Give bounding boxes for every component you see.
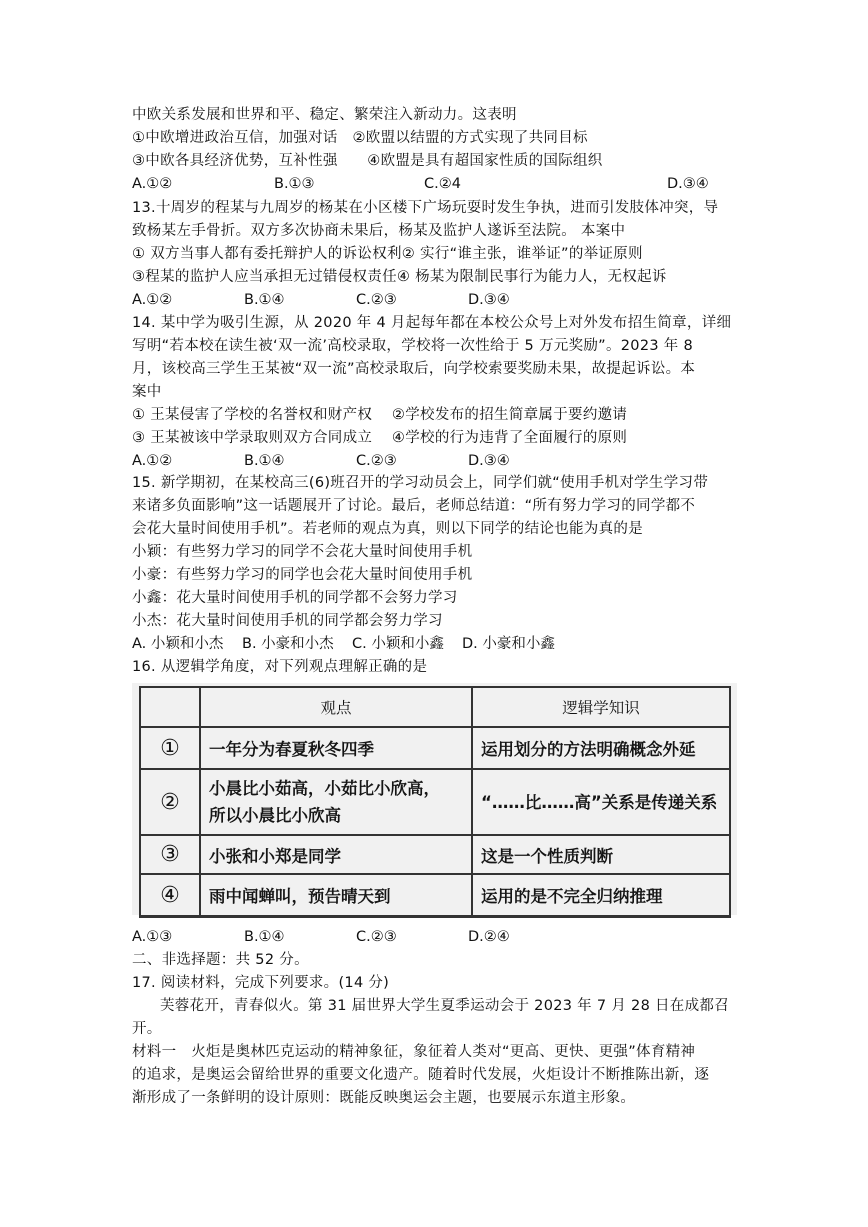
option-d: D. 小豪和小鑫 xyxy=(462,636,555,652)
option-a: A.①③ xyxy=(132,929,173,945)
option-d: D.③④ xyxy=(468,292,510,308)
row-view: 小张和小郑是同学 xyxy=(200,835,472,874)
q14-statement-line: ① 王某侵害了学校的名誉权和财产权 ②学校发布的招生简章属于要约邀请 xyxy=(132,407,628,423)
q13-stem-line: 13.十周岁的程某与九周岁的杨某在小区楼下广场玩耍时发生争执，进而引发肢体冲突，导 xyxy=(132,200,719,216)
q14-options xyxy=(132,450,738,472)
option-c: C.②4 xyxy=(424,176,461,192)
q17-intro-line: 芙蓉花开，青春似火。第 31 届世界大学生夏季运动会于 2023 年 7 月 28 日在成都召 xyxy=(160,998,729,1014)
row-view xyxy=(200,769,472,835)
q13-statement-line: ③程某的监护人应当承担无过错侵权责任④ 杨某为限制民事行为能力人，无权起诉 xyxy=(132,269,667,285)
q17-material-line: 材料一 火炬是奥林匹克运动的精神象征，象征着人类对“更高、更快、更强”体育精神 xyxy=(132,1044,696,1060)
q12-statement-line: ③中欧各具经济优势，互补性强 ④欧盟是具有超国家性质的国际组织 xyxy=(132,153,603,169)
option-a: A.①② xyxy=(132,292,173,308)
q15-stem-line: 15. 新学期初，在某校高三(6)班召开的学习动员会上，同学们就“使用手机对学生学习带 xyxy=(132,475,709,491)
logic-table-image xyxy=(132,683,737,915)
option-b: B. 小豪和小杰 xyxy=(242,636,334,652)
option-d: D.③④ xyxy=(667,176,709,192)
q14-stem-line: 月，该校高三学生王某被“双一流”高校录取后，向学校索要奖励未果，故提起诉讼。本 xyxy=(132,361,696,377)
q14-stem-line: 案中 xyxy=(132,384,162,400)
row-knowledge: 这是一个性质判断 xyxy=(472,835,730,874)
option-c: C.②③ xyxy=(356,292,397,308)
q14-statement-line: ③ 王某被该中学录取则双方合同成立 ④学校的行为违背了全面履行的原则 xyxy=(132,430,628,446)
q17-material-line: 渐形成了一条鲜明的设计原则：既能反映奥运会主题，也要展示东道主形象。 xyxy=(132,1090,636,1106)
q15-options xyxy=(132,633,738,655)
q16-options xyxy=(132,926,738,948)
table-row xyxy=(140,727,730,769)
table-row xyxy=(140,769,730,835)
q13-stem-line: 致杨某左手骨折。双方多次协商未果后，杨某及监护人遂诉至法院。 本案中 xyxy=(132,223,626,239)
option-d: D.②④ xyxy=(468,929,510,945)
option-a: A. 小颖和小杰 xyxy=(132,636,224,652)
q14-stem-line: 14. 某中学为吸引生源，从 2020 年 4 月起每年都在本校公众号上对外发布招生简章，详细 xyxy=(132,315,732,331)
q12-options xyxy=(132,173,738,195)
row-number: ② xyxy=(140,769,200,835)
option-a: A.①② xyxy=(132,176,173,192)
row-number: ③ xyxy=(140,835,200,874)
row-number: ① xyxy=(140,727,200,769)
option-c: C.②③ xyxy=(356,453,397,469)
row-view-line: 所以小晨比小欣高 xyxy=(209,806,341,825)
q15-conclusion-line: 小颖：有些努力学习的同学不会花大量时间使用手机 xyxy=(132,544,473,560)
table-header-row xyxy=(140,687,730,727)
row-view-line: 小晨比小茹高，小茹比小欣高， xyxy=(209,779,440,798)
q16-stem: 16. 从逻辑学角度，对下列观点理解正确的是 xyxy=(132,659,428,675)
option-c: C. 小颖和小鑫 xyxy=(352,636,444,652)
table-row xyxy=(140,835,730,874)
q15-stem-line: 来诸多负面影响”这一话题展开了讨论。最后，老师总结道：“所有努力学习的同学都不 xyxy=(132,498,696,514)
row-knowledge: “……比……高”关系是传递关系 xyxy=(472,769,730,835)
q14-stem-line: 写明“若本校在读生被‘双一流’高校录取，学校将一次性给于 5 万元奖励”。2023 年 8 xyxy=(132,338,694,354)
row-view: 雨中闻蝉叫，预告晴天到 xyxy=(200,874,472,917)
q17-material-line: 的追求，是奥运会留给世界的重要文化遗产。随着时代发展，火炬设计不断推陈出新，逐 xyxy=(132,1067,710,1083)
row-knowledge: 运用的是不完全归纳推理 xyxy=(472,874,730,917)
table-header-blank xyxy=(140,687,200,727)
option-b: B.①④ xyxy=(244,929,285,945)
logic-table xyxy=(139,686,731,918)
row-knowledge: 运用划分的方法明确概念外延 xyxy=(472,727,730,769)
option-b: B.①③ xyxy=(274,176,315,192)
table-header-knowledge: 逻辑学知识 xyxy=(472,687,730,727)
table-header-view: 观点 xyxy=(200,687,472,727)
row-number: ④ xyxy=(140,874,200,917)
option-d: D.③④ xyxy=(468,453,510,469)
q15-conclusion-line: 小鑫：花大量时间使用手机的同学都不会努力学习 xyxy=(132,590,458,606)
option-b: B.①④ xyxy=(244,292,285,308)
option-a: A.①② xyxy=(132,453,173,469)
q17-intro-line: 开。 xyxy=(132,1021,162,1037)
table-row xyxy=(140,874,730,917)
q15-conclusion-line: 小杰：花大量时间使用手机的同学都会努力学习 xyxy=(132,613,443,629)
row-view: 一年分为春夏秋冬四季 xyxy=(200,727,472,769)
option-b: B.①④ xyxy=(244,453,285,469)
q15-conclusion-line: 小豪：有些努力学习的同学也会花大量时间使用手机 xyxy=(132,567,473,583)
section-heading: 二、非选择题：共 52 分。 xyxy=(132,952,309,968)
q13-options xyxy=(132,289,738,311)
q15-stem-line: 会花大量时间使用手机”。若老师的观点为真，则以下同学的结论也能为真的是 xyxy=(132,521,644,537)
q12-stem-line: 中欧关系发展和世界和平、稳定、繁荣注入新动力。这表明 xyxy=(132,107,517,123)
q17-stem: 17. 阅读材料，完成下列要求。(14 分) xyxy=(132,975,390,991)
q13-statement-line: ① 双方当事人都有委托辩护人的诉讼权利② 实行“谁主张，谁举证”的举证原则 xyxy=(132,246,643,262)
q12-statement-line: ①中欧增进政治互信，加强对话 ②欧盟以结盟的方式实现了共同目标 xyxy=(132,130,588,146)
option-c: C.②③ xyxy=(356,929,397,945)
